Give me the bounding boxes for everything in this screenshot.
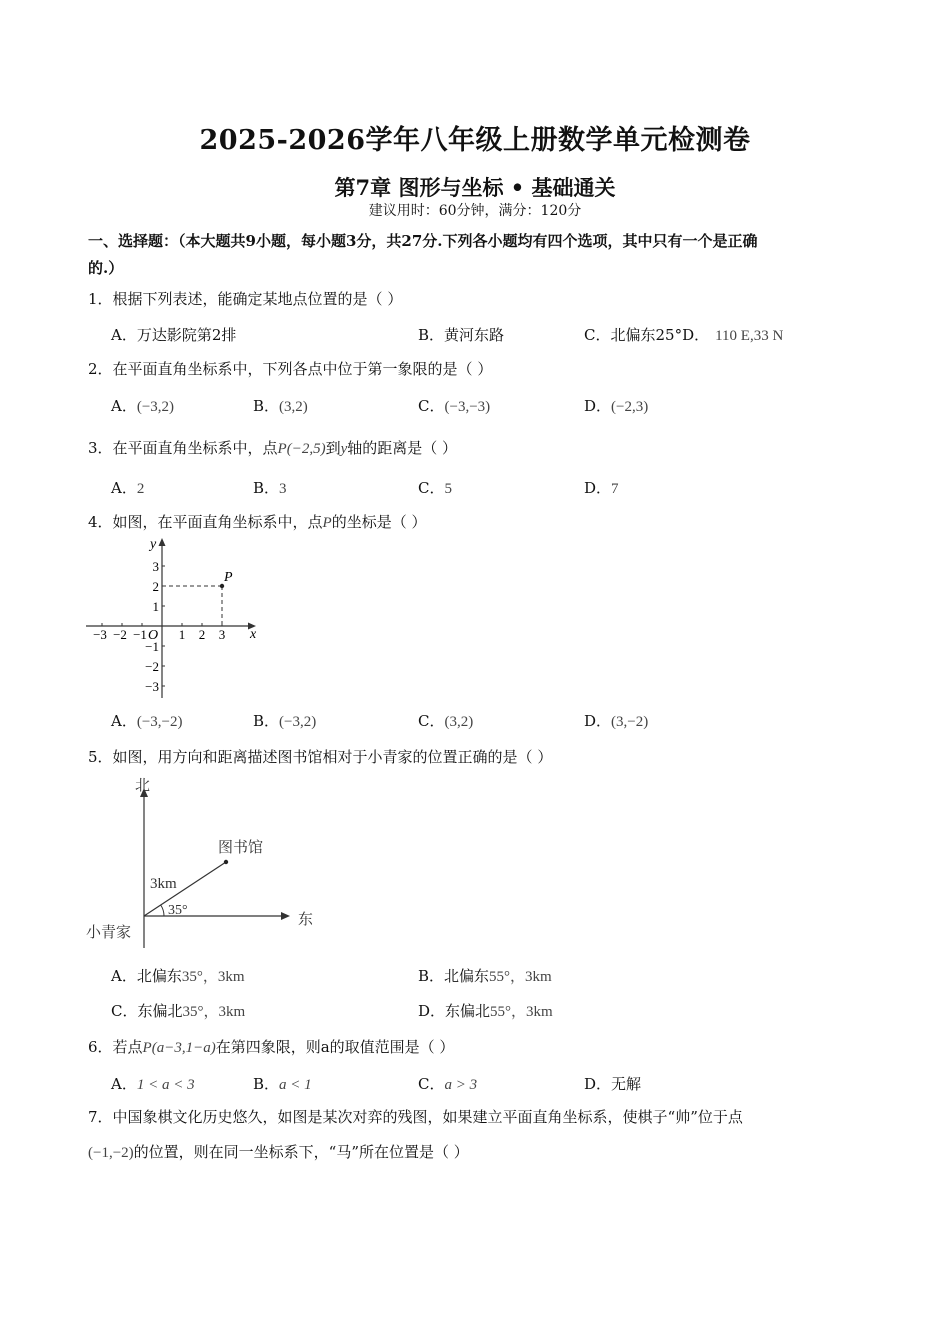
q2-option-c: C．(−3,−3) — [418, 397, 491, 415]
y-tick-label: −2 — [145, 659, 159, 674]
origin-label: O — [148, 628, 159, 643]
question-3-stem: 3．在平面直角坐标系中，点P(−2,5)到y轴的距离是（ ） — [88, 439, 458, 457]
x-tick-label: −3 — [93, 627, 107, 642]
q6-option-c: C．a > 3 — [418, 1075, 478, 1093]
y-tick-label: 3 — [152, 559, 159, 574]
east-label: 东 — [298, 912, 314, 928]
q5-option-d: D．东偏北55°，3km — [418, 1002, 553, 1020]
question-7-stem-line1: 7．中国象棋文化历史悠久，如图是某次对弈的残图，如果建立平面直角坐标系，使棋子“帅”位于点 — [88, 1108, 743, 1126]
q3-option-d: D．7 — [584, 479, 619, 497]
page-title: 2025-2026学年八年级上册数学单元检测卷 — [199, 125, 751, 156]
q1-option-c: C．北偏东25°D． 110 E,33 N — [584, 326, 784, 344]
q5-option-b: B．北偏东55°，3km — [418, 967, 552, 985]
q2-option-b: B．(3,2) — [253, 397, 308, 415]
q1-option-a: A．万达影院第2排 — [111, 326, 237, 344]
north-label: 北 — [135, 778, 151, 794]
point-p-label: P — [224, 570, 233, 585]
q5-option-a: A．北偏东35°，3km — [111, 967, 245, 985]
chapter-subtitle: 第7章 图形与坐标 • 基础通关 — [334, 175, 616, 200]
distance-label: 3km — [150, 876, 177, 892]
question-2-stem: 2．在平面直角坐标系中，下列各点中位于第一象限的是（ ） — [88, 360, 493, 378]
x-tick-label: −2 — [113, 627, 127, 642]
y-tick-label: −3 — [145, 679, 159, 694]
q6-option-b: B．a < 1 — [253, 1075, 312, 1093]
library-point — [224, 860, 228, 864]
q2-option-a: A．(−3,2) — [111, 397, 175, 415]
q4-option-d: D．(3,−2) — [584, 712, 649, 730]
x-axis-label: x — [250, 627, 257, 642]
q4-option-c: C．(3,2) — [418, 712, 474, 730]
q3-option-c: C．5 — [418, 479, 452, 497]
question-5-stem: 5．如图，用方向和距离描述图书馆相对于小青家的位置正确的是（ ） — [88, 748, 553, 766]
angle-label: 35° — [168, 903, 188, 918]
direction-distance-figure — [80, 770, 330, 950]
time-info: 建议用时：60分钟，满分：120分 — [368, 203, 582, 219]
question-4-stem: 4．如图，在平面直角坐标系中，点P的坐标是（ ） — [88, 513, 427, 531]
angle-arc — [161, 905, 164, 916]
x-tick-label: 2 — [198, 627, 206, 642]
x-tick-label: −1 — [133, 627, 147, 642]
question-7-stem-line2: (−1,−2)的位置，则在同一坐标系下，“马”所在位置是（ ） — [88, 1143, 469, 1161]
q6-option-a: A．1 < a < 3 — [111, 1075, 195, 1093]
q4-option-a: A．(−3,−2) — [111, 712, 183, 730]
home-label: 小青家 — [86, 925, 132, 941]
library-label: 图书馆 — [218, 840, 264, 856]
x-tick-label: 3 — [218, 627, 226, 642]
y-tick-label: 2 — [152, 579, 159, 594]
question-6-stem: 6．若点P(a−3,1−a)在第四象限，则a的取值范围是（ ） — [88, 1038, 455, 1056]
coordinate-plane-figure — [80, 530, 270, 710]
question-1-stem: 1．根据下列表述，能确定某地点位置的是（ ） — [88, 290, 403, 308]
section-heading-line2: 的.） — [88, 259, 124, 277]
q3-option-b: B．3 — [253, 479, 287, 497]
section-heading-line1: 一、选择题：（本大题共9小题，每小题3分，共27分.下列各小题均有四个选项，其中只有一个是正确 — [88, 232, 758, 250]
q5-option-c: C．东偏北35°，3km — [111, 1002, 246, 1020]
y-tick-label: 1 — [152, 599, 159, 614]
q4-option-b: B．(−3,2) — [253, 712, 317, 730]
q3-option-a: A．2 — [111, 479, 145, 497]
y-tick-label: −1 — [145, 639, 159, 654]
q2-option-d: D．(−2,3) — [584, 397, 649, 415]
y-axis-label: y — [150, 537, 157, 552]
x-tick-label: 1 — [178, 627, 186, 642]
q6-option-d: D．无解 — [584, 1075, 642, 1093]
q1-option-b: B．黄河东路 — [418, 326, 505, 344]
